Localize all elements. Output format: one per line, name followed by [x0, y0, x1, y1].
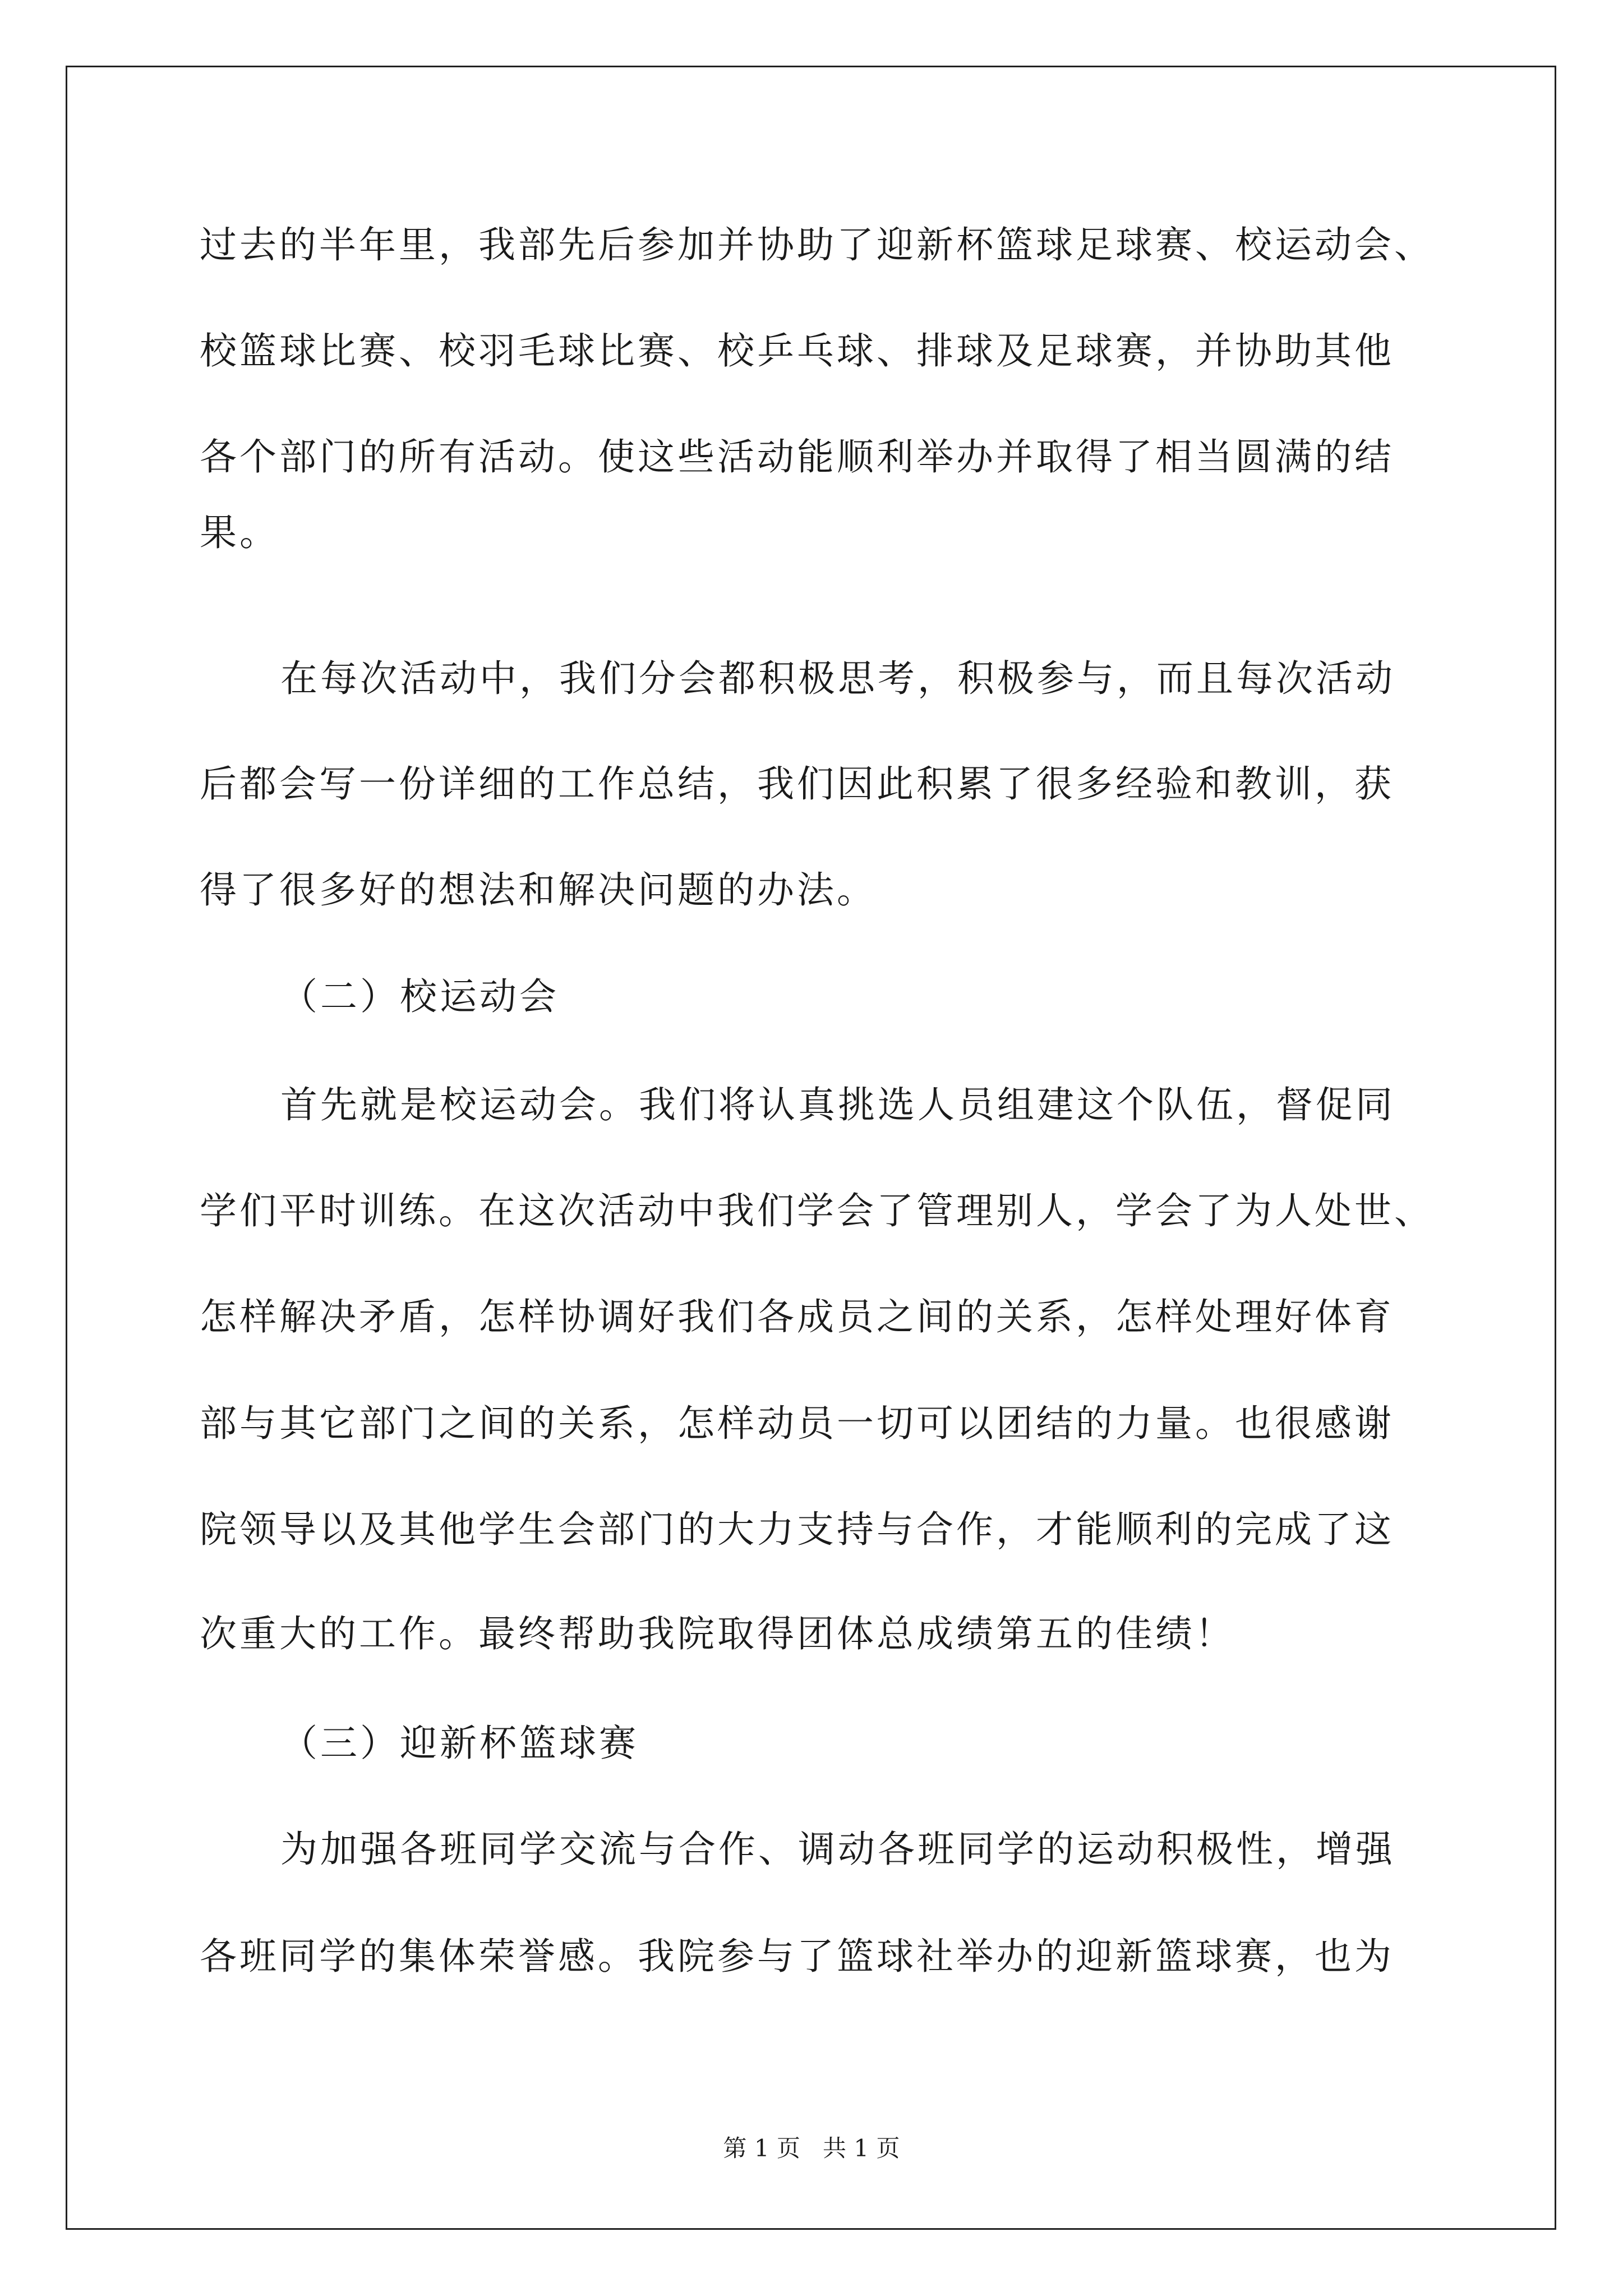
- paragraph-1-line-1: 过去的半年里，我部先后参加并协助了迎新杯篮球足球赛、校运动会、: [200, 223, 1434, 266]
- page-border: [66, 66, 1556, 2230]
- paragraph-2-line-3: 得了很多好的想法和解决问题的办法。: [200, 868, 877, 912]
- paragraph-3-line-6: 次重大的工作。最终帮助我院取得团体总成绩第五的佳绩！: [200, 1612, 1235, 1655]
- paragraph-3-line-4: 部与其它部门之间的关系，怎样动员一切可以团结的力量。也很感谢: [200, 1402, 1394, 1445]
- paragraph-4-line-1: 为加强各班同学交流与合作、调动各班同学的运动积极性，增强: [280, 1828, 1395, 1871]
- paragraph-3-line-3: 怎样解决矛盾，怎样协调好我们各成员之间的关系，怎样处理好体育: [200, 1295, 1394, 1338]
- paragraph-4-line-2: 各班同学的集体荣誉感。我院参与了篮球社举办的迎新篮球赛，也为: [200, 1935, 1394, 1978]
- paragraph-2-line-2: 后都会写一份详细的工作总结，我们因此积累了很多经验和教训，获: [200, 762, 1394, 806]
- paragraph-3-line-1: 首先就是校运动会。我们将认真挑选人员组建这个队伍，督促同: [280, 1083, 1395, 1126]
- paragraph-3-line-2: 学们平时训练。在这次活动中我们学会了管理别人，学会了为人处世、: [200, 1189, 1434, 1232]
- page-footer: 第 1 页 共 1 页: [723, 2134, 900, 2162]
- section-heading-2: （二）校运动会: [280, 975, 559, 1018]
- paragraph-1-line-2: 校篮球比赛、校羽毛球比赛、校乒乓球、排球及足球赛，并协助其他: [200, 329, 1394, 372]
- paragraph-1-line-3: 各个部门的所有活动。使这些活动能顺利举办并取得了相当圆满的结: [200, 435, 1394, 478]
- paragraph-3-line-5: 院领导以及其他学生会部门的大力支持与合作，才能顺利的完成了这: [200, 1508, 1394, 1551]
- paragraph-2-line-1: 在每次活动中，我们分会都积极思考，积极参与，而且每次活动: [280, 657, 1395, 700]
- paragraph-1-line-4: 果。: [200, 511, 279, 554]
- section-heading-3: （三）迎新杯篮球赛: [280, 1722, 639, 1765]
